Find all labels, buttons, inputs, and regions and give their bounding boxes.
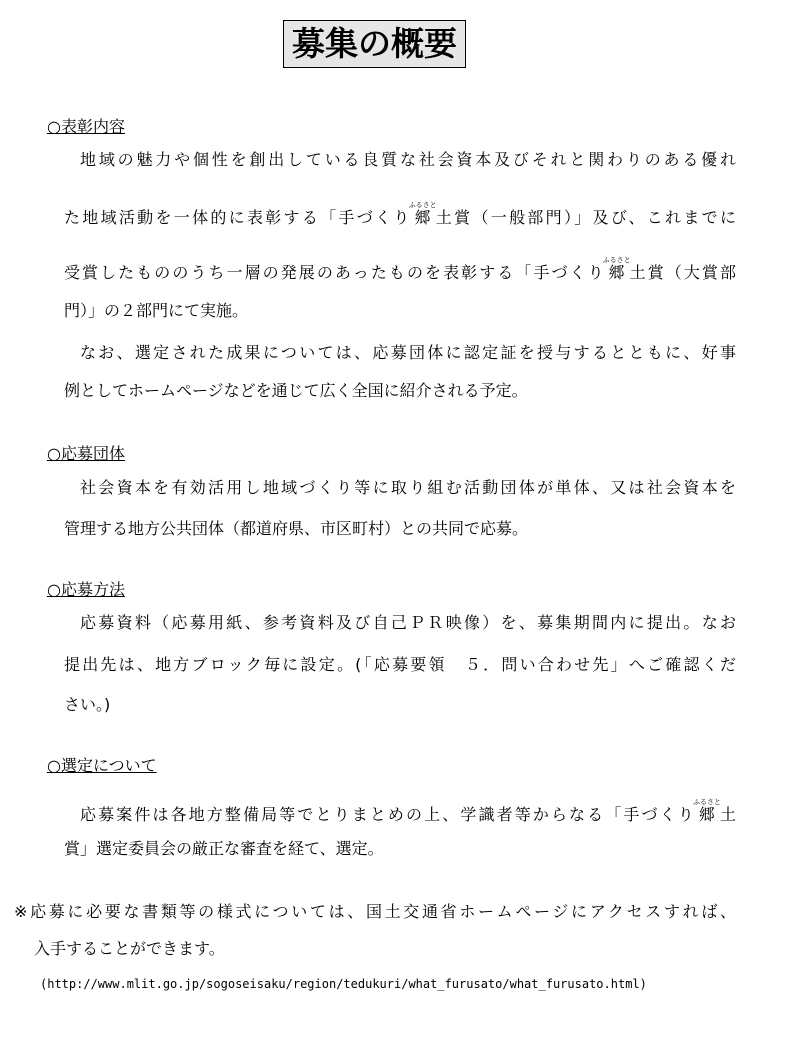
award-line-3 — [64, 256, 736, 284]
ruby-furusato: 郷ふるさと — [692, 798, 721, 824]
ruby-furusato: 郷ふるさと — [408, 201, 437, 227]
applicant-line-1: 社会資本を有効活用し地域づくり等に取り組む活動団体が単体、又は社会資本を — [80, 478, 736, 497]
section-heading-selection: ○選定について — [47, 756, 157, 775]
text-fragment: 土賞（一般部門）」及び、これまでに — [433, 208, 736, 227]
method-line-1: 応募資料（応募用紙、参考資料及び自己ＰＲ映像）を、募集期間内に提出。なお — [80, 613, 736, 632]
applicant-line-2: 管理する地方公共団体（都道府県、市区町村）との共同で応募。 — [64, 519, 529, 538]
selection-line-2: 賞」選定委員会の厳正な審査を経て、選定。 — [64, 839, 384, 858]
text-fragment: 応募案件は各地方整備局等でとりまとめの上、学識者等からなる「手づくり — [80, 805, 696, 824]
award-line-2 — [64, 201, 736, 229]
text-fragment: 土賞（大賞部 — [627, 263, 736, 282]
award-line-4: 門）」の２部門にて実施。 — [64, 301, 249, 320]
award-line-1: 地域の魅力や個性を創出している良質な社会資本及びそれと関わりのある優れ — [80, 150, 736, 169]
note-line-1: ※応募に必要な書類等の様式については、国土交通省ホームページにアクセスすれば、 — [14, 902, 736, 921]
note-line-2: 入手することができます。 — [34, 939, 225, 958]
text-fragment: 土 — [717, 805, 736, 824]
award-line-5: なお、選定された成果については、応募団体に認定証を授与するとともに、好事 — [80, 343, 736, 362]
section-heading-applicant: ○応募団体 — [47, 444, 125, 463]
section-heading-award: ○表彰内容 — [47, 117, 125, 136]
text-fragment: た地域活動を一体的に表彰する「手づくり — [64, 208, 412, 227]
ruby-furusato: 郷ふるさと — [602, 256, 631, 282]
method-line-2: 提出先は、地方ブロック毎に設定。(「応募要領 ５．問い合わせ先」へご確認くだ — [64, 655, 736, 674]
award-line-6: 例としてホームページなどを通じて広く全国に紹介される予定。 — [64, 381, 528, 400]
reference-url: (http://www.mlit.go.jp/sogoseisaku/region/tedukuri/what_furusato/what_furusato.html) — [40, 977, 647, 991]
method-line-3: さい。) — [64, 695, 111, 714]
section-heading-method: ○応募方法 — [47, 580, 125, 599]
text-fragment: 受賞したもののうち一層の発展のあったものを表彰する「手づくり — [64, 263, 606, 282]
page-title: 募集の概要 — [283, 20, 466, 68]
selection-line-1 — [80, 798, 736, 826]
